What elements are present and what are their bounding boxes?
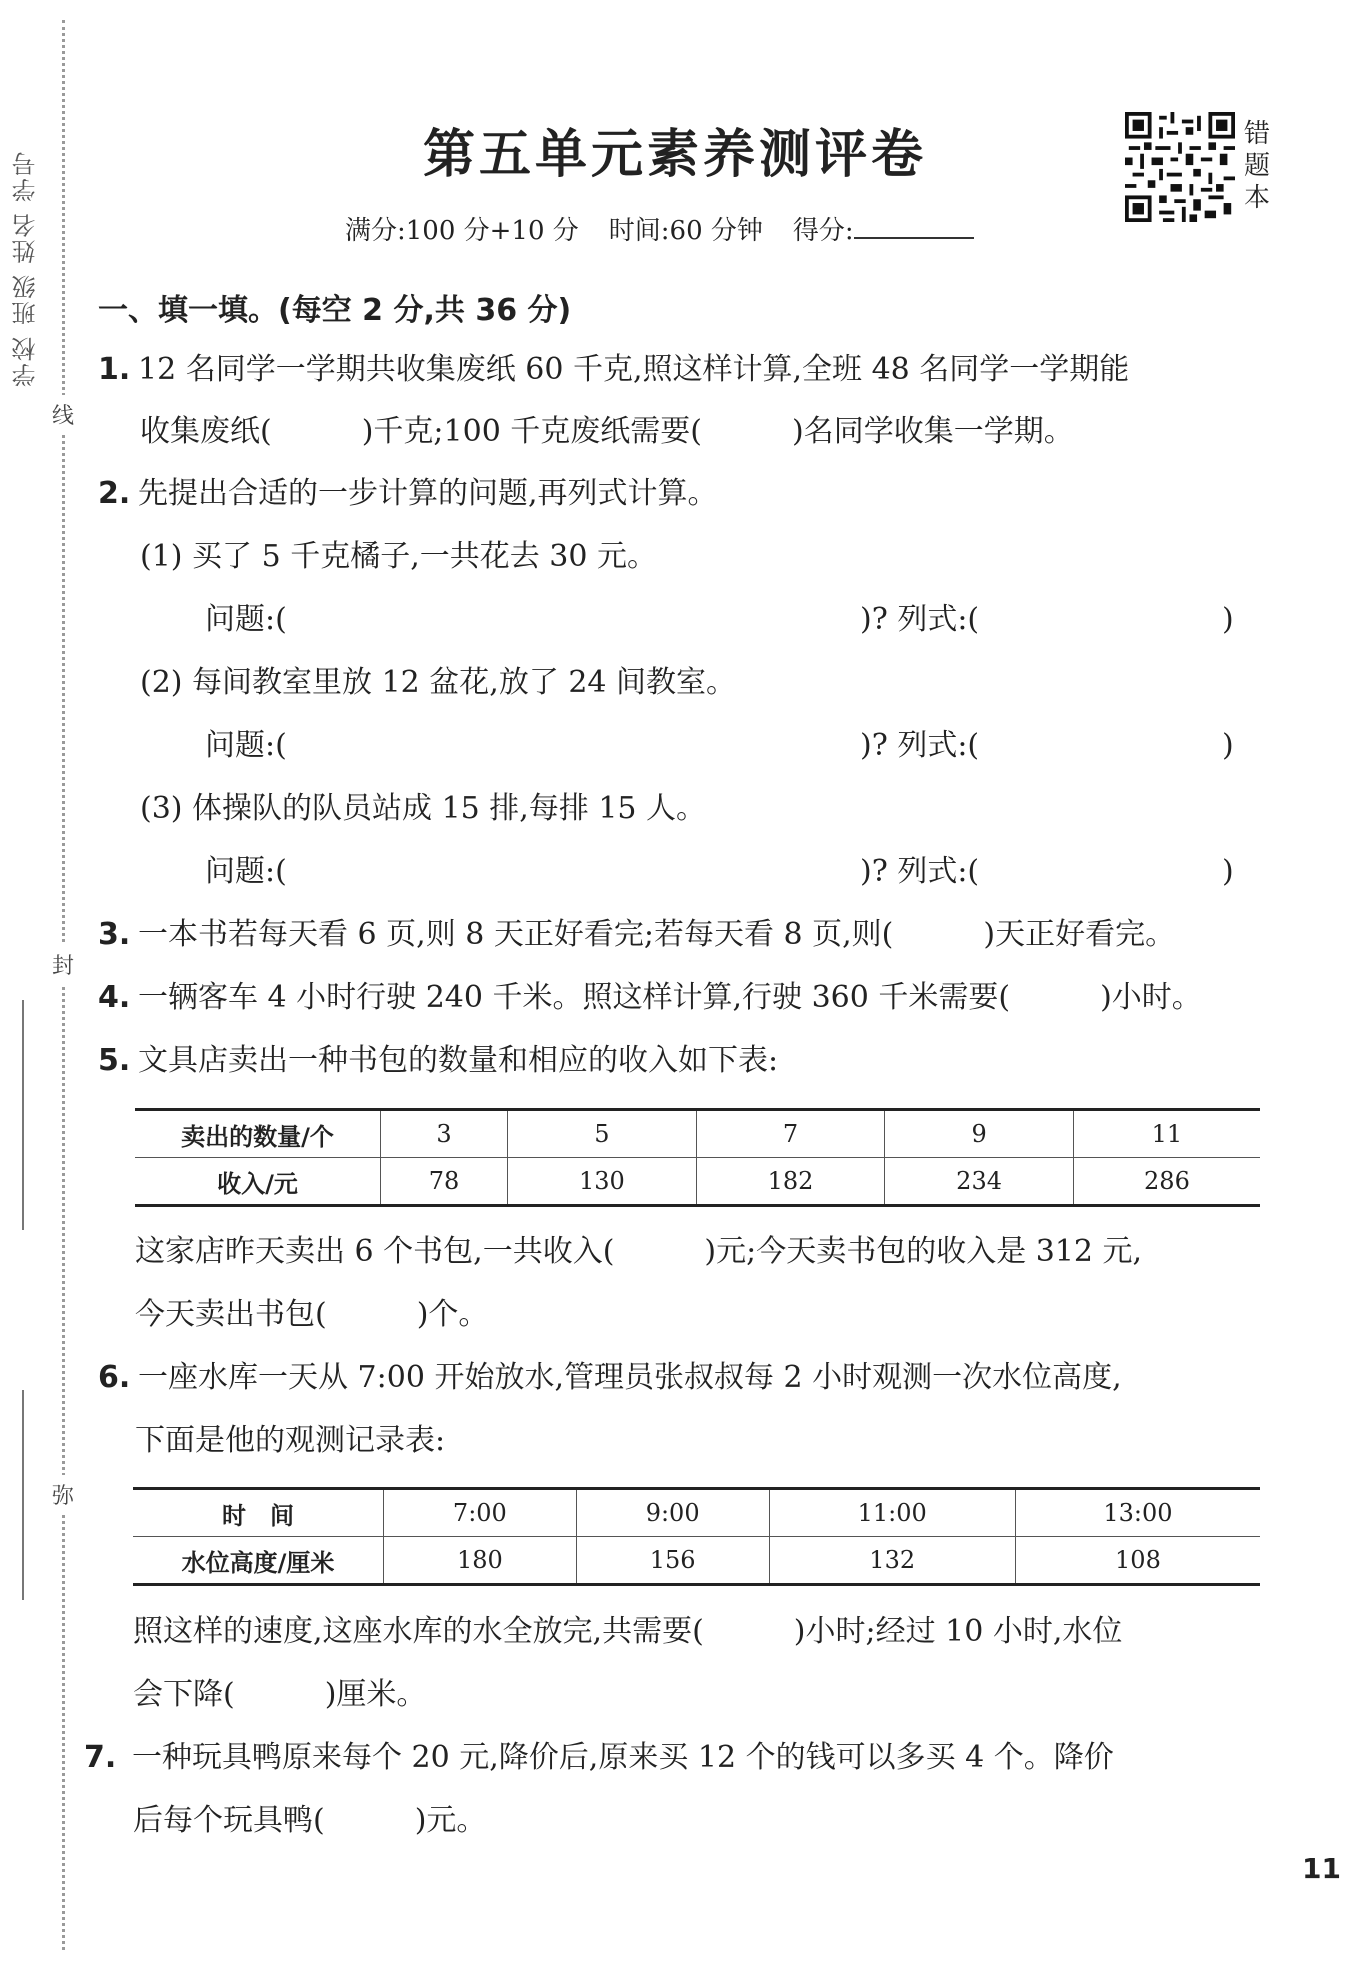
table-cell: 13:00 [1015, 1489, 1260, 1537]
table-row [133, 1489, 1260, 1537]
table-cell: 156 [576, 1537, 769, 1585]
time-limit: 时间:60 分钟 [608, 216, 763, 246]
table-header-cell: 卖出的数量/个 [135, 1110, 381, 1158]
table-cell: 234 [885, 1158, 1074, 1206]
exam-meta [345, 210, 1004, 247]
question-7-line2: 后每个玩具鸭( )元。 [133, 1803, 487, 1838]
question-2-sub1-formula: )? 列式:( [860, 602, 980, 637]
qr-code-icon[interactable] [1125, 112, 1235, 222]
question-2-sub2-close: ) [1222, 728, 1234, 763]
question-3: 3. 一本书若每天看 6 页,则 8 天正好看完;若每天看 8 页,则( )天正好看完。 [98, 917, 1176, 952]
question-2-sub3-close: ) [1222, 854, 1234, 889]
question-2-sub1: (1) 买了 5 千克橘子,一共花去 30 元。 [140, 539, 657, 574]
table-cell: 5 [508, 1110, 697, 1158]
table-cell: 78 [381, 1158, 508, 1206]
margin-rule [22, 1000, 24, 1230]
binding-dotted-line [62, 20, 65, 1950]
score-blank[interactable] [854, 215, 974, 239]
question-6-after2: 会下降( )厘米。 [133, 1677, 427, 1712]
question-2-sub3-question: 问题:( [205, 854, 287, 889]
table-header-cell: 收入/元 [135, 1158, 381, 1206]
table-cell: 11 [1073, 1110, 1260, 1158]
table-row [135, 1158, 1260, 1206]
question-7: 7. 一种玩具鸭原来每个 20 元,降价后,原来买 12 个的钱可以多买 4 个。降价 [84, 1740, 1114, 1775]
question-4: 4. 一辆客车 4 小时行驶 240 千米。照这样计算,行驶 360 千米需要( )小时。 [98, 980, 1202, 1015]
table-row [133, 1537, 1260, 1585]
table-header-cell: 水位高度/厘米 [133, 1537, 384, 1585]
question-2-sub1-question: 问题:( [205, 602, 287, 637]
question-1-line2: 收集废纸( )千克;100 千克废纸需要( )名同学收集一学期。 [140, 414, 1074, 449]
section-title: 一、填一填。(每空 2 分,共 36 分) [98, 293, 572, 328]
table-cell: 180 [384, 1537, 577, 1585]
table-cell: 108 [1015, 1537, 1260, 1585]
water-level-table [133, 1487, 1260, 1586]
bag-sales-table [135, 1108, 1260, 1207]
question-2: 2. 先提出合适的一步计算的问题,再列式计算。 [98, 476, 718, 511]
student-info-label: 学校 班级 姓名 学号 [12, 150, 40, 387]
question-2-sub1-close: ) [1222, 602, 1234, 637]
question-6-after1: 照这样的速度,这座水库的水全放完,共需要( )小时;经过 10 小时,水位 [133, 1614, 1123, 1649]
margin-char-feng: 封 [52, 945, 74, 984]
table-cell: 132 [769, 1537, 1015, 1585]
margin-char-mi: 弥 [52, 1475, 74, 1514]
question-1: 1. 12 名同学一学期共收集废纸 60 千克,照这样计算,全班 48 名同学一学期能 [98, 352, 1130, 387]
question-5-after2: 今天卖出书包( )个。 [135, 1297, 489, 1332]
table-cell: 182 [696, 1158, 885, 1206]
table-cell: 3 [381, 1110, 508, 1158]
margin-char-xian: 线 [52, 395, 74, 434]
score-label: 得分: [792, 216, 854, 246]
question-2-sub2-question: 问题:( [205, 728, 287, 763]
table-cell: 11:00 [769, 1489, 1015, 1537]
question-6: 6. 一座水库一天从 7:00 开始放水,管理员张叔叔每 2 小时观测一次水位高度, [98, 1360, 1122, 1395]
table-cell: 7:00 [384, 1489, 577, 1537]
question-2-sub3: (3) 体操队的队员站成 15 排,每排 15 人。 [140, 791, 707, 826]
question-5-after1: 这家店昨天卖出 6 个书包,一共收入( )元;今天卖书包的收入是 312 元, [135, 1234, 1143, 1269]
full-score: 满分:100 分+10 分 [345, 216, 579, 246]
question-5: 5. 文具店卖出一种书包的数量和相应的收入如下表: [98, 1043, 779, 1078]
question-2-sub2: (2) 每间教室里放 12 盆花,放了 24 间教室。 [140, 665, 737, 700]
question-2-sub3-formula: )? 列式:( [860, 854, 980, 889]
table-cell: 130 [508, 1158, 697, 1206]
table-cell: 9:00 [576, 1489, 769, 1537]
page-title: 第五单元素养测评卷 [422, 124, 927, 185]
question-2-sub2-formula: )? 列式:( [860, 728, 980, 763]
margin-rule [22, 1390, 24, 1600]
table-cell: 9 [885, 1110, 1074, 1158]
table-row [135, 1110, 1260, 1158]
qr-label: 错 题 本 [1244, 119, 1271, 213]
table-header-cell: 时 间 [133, 1489, 384, 1537]
table-cell: 7 [696, 1110, 885, 1158]
table-cell: 286 [1073, 1158, 1260, 1206]
page-number: 11 [1302, 1852, 1341, 1885]
question-6-line2: 下面是他的观测记录表: [135, 1423, 446, 1458]
